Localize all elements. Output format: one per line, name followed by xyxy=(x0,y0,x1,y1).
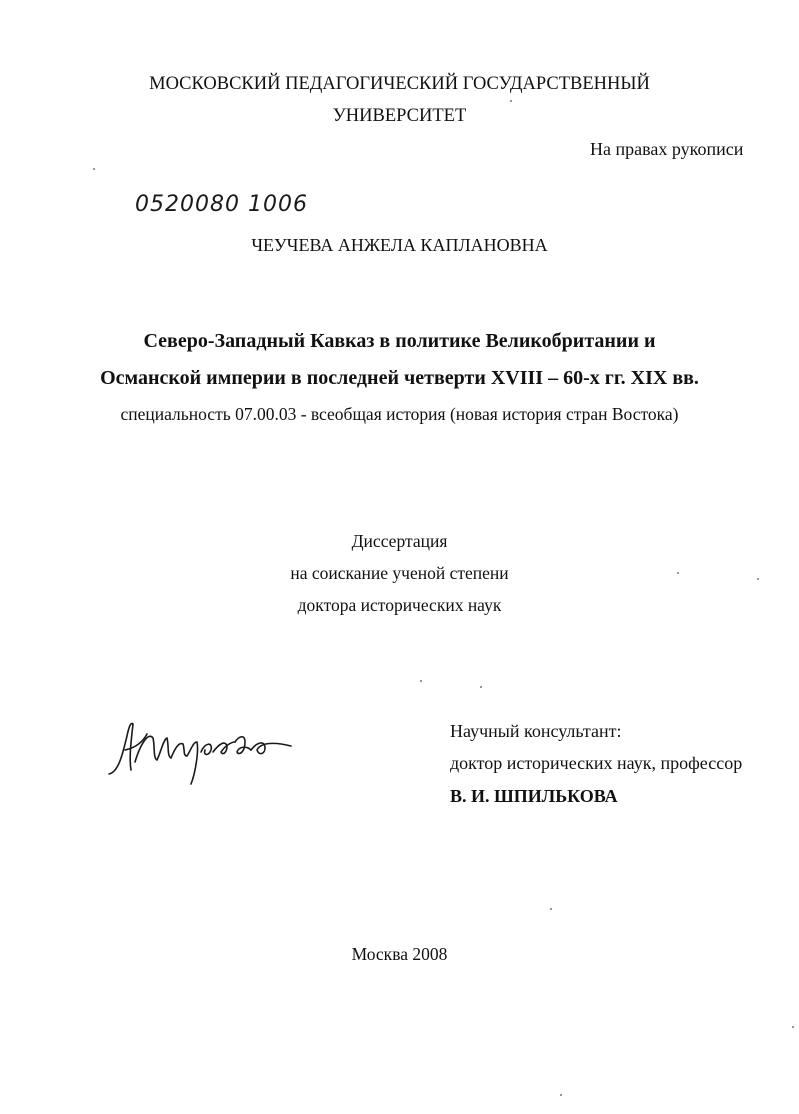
scan-speck xyxy=(677,572,679,574)
degree-line1: Диссертация xyxy=(351,531,448,551)
consultant-label: Научный консультант: xyxy=(450,721,622,741)
institution-name-line1: МОСКОВСКИЙ ПЕДАГОГИЧЕСКИЙ ГОСУДАРСТВЕННЫЙ xyxy=(149,74,650,94)
handwritten-signature xyxy=(105,712,305,792)
consultant-credentials: доктор исторических наук, профессор xyxy=(450,753,743,773)
manuscript-rights-note: На правах рукописи xyxy=(590,139,744,159)
catalog-number: 0520080 1006 xyxy=(135,192,308,217)
scan-speck xyxy=(757,578,759,580)
author-name: ЧЕУЧЕВА АНЖЕЛА КАПЛАНОВНА xyxy=(251,235,548,255)
dissertation-title-line2: Османской империи в последней четверти XVIII – 60-х гг. XIX вв. xyxy=(100,367,699,389)
scan-speck xyxy=(420,680,422,682)
consultant-name: В. И. ШПИЛЬКОВА xyxy=(450,786,618,806)
scan-speck xyxy=(550,908,552,910)
scan-speck xyxy=(560,1094,562,1096)
scan-speck xyxy=(792,1026,794,1028)
degree-line3: доктора исторических наук xyxy=(297,595,502,615)
scan-speck xyxy=(93,168,95,170)
institution-name-line2: УНИВЕРСИТЕТ xyxy=(332,106,467,126)
specialty-line: специальность 07.00.03 - всеобщая история (новая история стран Востока) xyxy=(120,404,679,424)
scan-speck xyxy=(510,100,512,102)
scan-speck xyxy=(480,686,482,688)
degree-line2: на соискание ученой степени xyxy=(290,563,509,583)
dissertation-title-line1: Северо-Западный Кавказ в политике Великобритании и xyxy=(143,330,656,352)
city-year: Москва 2008 xyxy=(351,944,448,964)
